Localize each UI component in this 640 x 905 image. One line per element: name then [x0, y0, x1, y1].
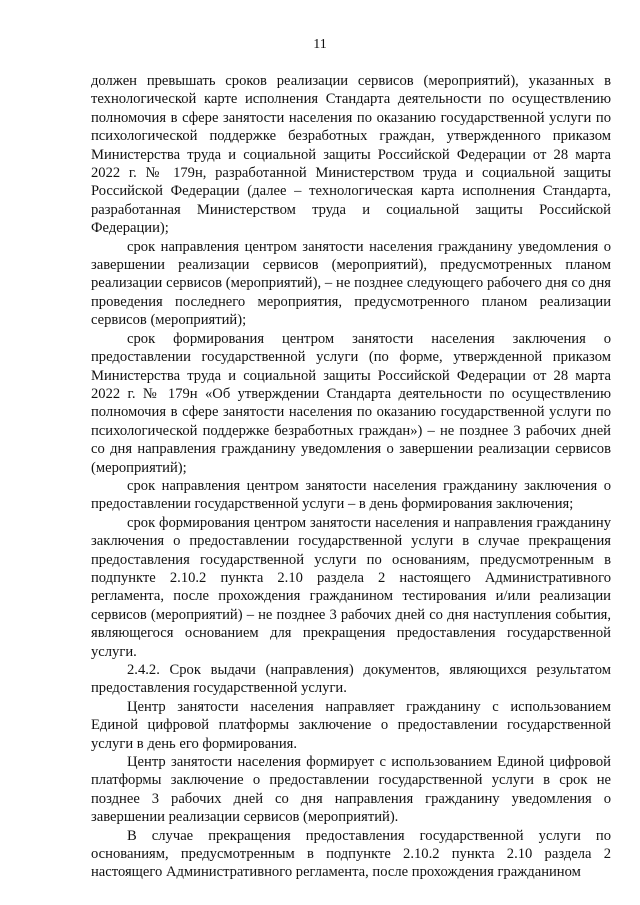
paragraph: В случае прекращения предоставления государственной услуги по основаниям, предусмотренным в подпункте 2.10.2 пункта 2.10 раздела 2 настоящего Административного регламента, после прохождения гражданином	[91, 827, 611, 881]
paragraph: Центр занятости населения направляет гражданину с использованием Единой цифровой платформы заключение о предоставлении государственной услуги в день его формирования.	[91, 698, 611, 752]
paragraph: срок формирования центром занятости населения и направления гражданину заключения о предоставлении государственной услуги в случае прекращения предоставления государственной услуги по основаниям, предусмотренным в подпункте 2.10.2 пункта 2.10 раздела 2 настоящего Административного регламента, после прохождения гражданином тестирования и/или реализации сервисов (мероприятий) – не позднее 3 рабочих дней со дня наступления события, являющегося основанием для прекращения предоставления государственной услуги.	[91, 514, 611, 660]
paragraph: срок формирования центром занятости населения заключения о предоставлении государственной услуги (по форме, утвержденной приказом Министерства труда и социальной защиты Российской Федерации от 28 марта 2022 г. № 179н «Об утверждении Стандарта деятельности по осуществлению полномочия в сфере занятости населения по оказанию государственной услуги по психологической поддержке безработных граждан») – не позднее 3 рабочих дней со дня направления гражданину уведомления о завершении реализации сервисов (мероприятий);	[91, 330, 611, 476]
paragraph: срок направления центром занятости населения гражданину уведомления о завершении реализации сервисов (мероприятий), предусмотренных планом реализации сервисов (мероприятий), – не позднее следующего рабочего дня со дня проведения последнего мероприятия, предусмотренного планом реализации сервисов (мероприятий);	[91, 238, 611, 329]
paragraph: срок направления центром занятости населения гражданину заключения о предоставлении государственной услуги – в день формирования заключения;	[91, 477, 611, 513]
paragraph: 2.4.2. Срок выдачи (направления) документов, являющихся результатом предоставления государственной услуги.	[91, 662, 611, 697]
paragraph: Центр занятости населения формирует с использованием Единой цифровой платформы заключение о предоставлении государственной услуги в срок не позднее 3 рабочих дней со дня направления гражданину уведомления о завершении реализации сервисов (мероприятий).	[91, 754, 611, 826]
document-body	[91, 72, 611, 882]
paragraph: должен превышать сроков реализации сервисов (мероприятий), указанных в технологической карте исполнения Стандарта деятельности по осуществлению полномочия в сфере занятости населения по оказанию государственной услуги по психологической поддержке безработных граждан, утвержденного приказом Министерства труда и социальной защиты Российской Федерации от 28 марта 2022 г. № 179н, разработанной Министерством труда и социальной защиты Российской Федерации (далее – технологическая карта исполнения Стандарта, разработанная Министерством труда и социальной защиты Российской Федерации);	[91, 73, 611, 237]
page-number: 11	[313, 37, 327, 52]
